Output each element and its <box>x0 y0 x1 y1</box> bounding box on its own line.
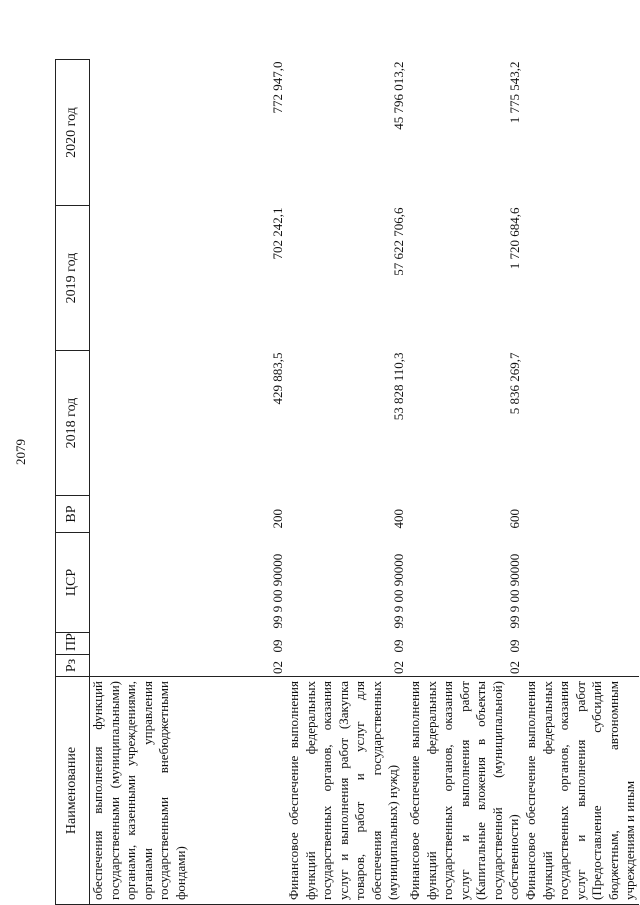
table-header-row <box>56 60 90 905</box>
row-pr: 09 <box>506 639 522 653</box>
table-row <box>286 60 407 905</box>
row-pr: 09 <box>269 639 285 653</box>
header-year-2018: 2018 год <box>56 351 90 496</box>
row-vr: 600 <box>506 509 522 529</box>
header-csr: ЦСР <box>56 533 90 633</box>
row-pr: 09 <box>390 639 406 653</box>
row-value-2018: 53 828 110,3 <box>390 352 406 421</box>
row-value-2020: 772 947,0 <box>269 61 285 114</box>
table-row <box>523 60 639 905</box>
row-value-2019: 1 720 684,6 <box>506 207 522 270</box>
header-rz: Рз <box>56 655 90 677</box>
row-value-2018: 429 883,5 <box>269 352 285 405</box>
rotated-page-content <box>55 60 637 905</box>
row-rz: 02 <box>269 661 285 674</box>
row-pr <box>523 633 639 655</box>
row-value-2019: 702 242,1 <box>269 207 285 260</box>
budget-table <box>55 59 639 905</box>
row-name: Финансовое обеспечение выполнения функций федеральных государственных органов, оказания услуг и выполнения работ (Закупка товаров, работ и услуг для обеспечения государственных (муниципальных) нужд) <box>286 677 407 905</box>
row-csr: 99 9 00 90000 <box>269 553 285 629</box>
row-name: обеспечения выполнения функций государственными (муниципальными) органами, казенными учреждениями, органами управления государственными внебюджетными фондами) <box>90 677 287 905</box>
row-rz: 02 <box>506 661 522 674</box>
page-number: 2079 <box>13 439 28 465</box>
row-rz <box>523 655 639 677</box>
row-value-2020 <box>523 60 639 206</box>
header-year-2020: 2020 год <box>56 60 90 206</box>
row-rz: 02 <box>390 661 406 674</box>
row-value-2020: 1 775 543,2 <box>506 61 522 124</box>
row-csr: 99 9 00 90000 <box>506 553 522 629</box>
row-vr: 400 <box>390 509 406 529</box>
header-vr: ВР <box>56 496 90 533</box>
row-value-2019 <box>523 206 639 351</box>
table-row <box>407 60 523 905</box>
header-name: Наименование <box>56 677 90 905</box>
header-pr: ПР <box>56 633 90 655</box>
row-vr: 200 <box>269 509 285 529</box>
row-value-2019: 57 622 706,6 <box>390 207 406 276</box>
row-csr <box>523 533 639 633</box>
row-name: Финансовое обеспечение выполнения функций федеральных государственных органов, оказания услуг и выполнения работ (Капитальные вложения в объекты государственной (муниципальной) собственности) <box>407 677 523 905</box>
row-value-2018: 5 836 269,7 <box>506 352 522 415</box>
row-name: Финансовое обеспечение выполнения функций федеральных государственных органов, оказания услуг и выполнения работ (Предоставление субсидий бюджетным, автономным учреждениям и иным <box>523 677 639 905</box>
row-csr: 99 9 00 90000 <box>390 553 406 629</box>
header-year-2019: 2019 год <box>56 206 90 351</box>
row-value-2018 <box>523 351 639 496</box>
row-value-2020: 45 796 013,2 <box>390 61 406 130</box>
row-vr <box>523 496 639 533</box>
table-row <box>90 60 287 905</box>
